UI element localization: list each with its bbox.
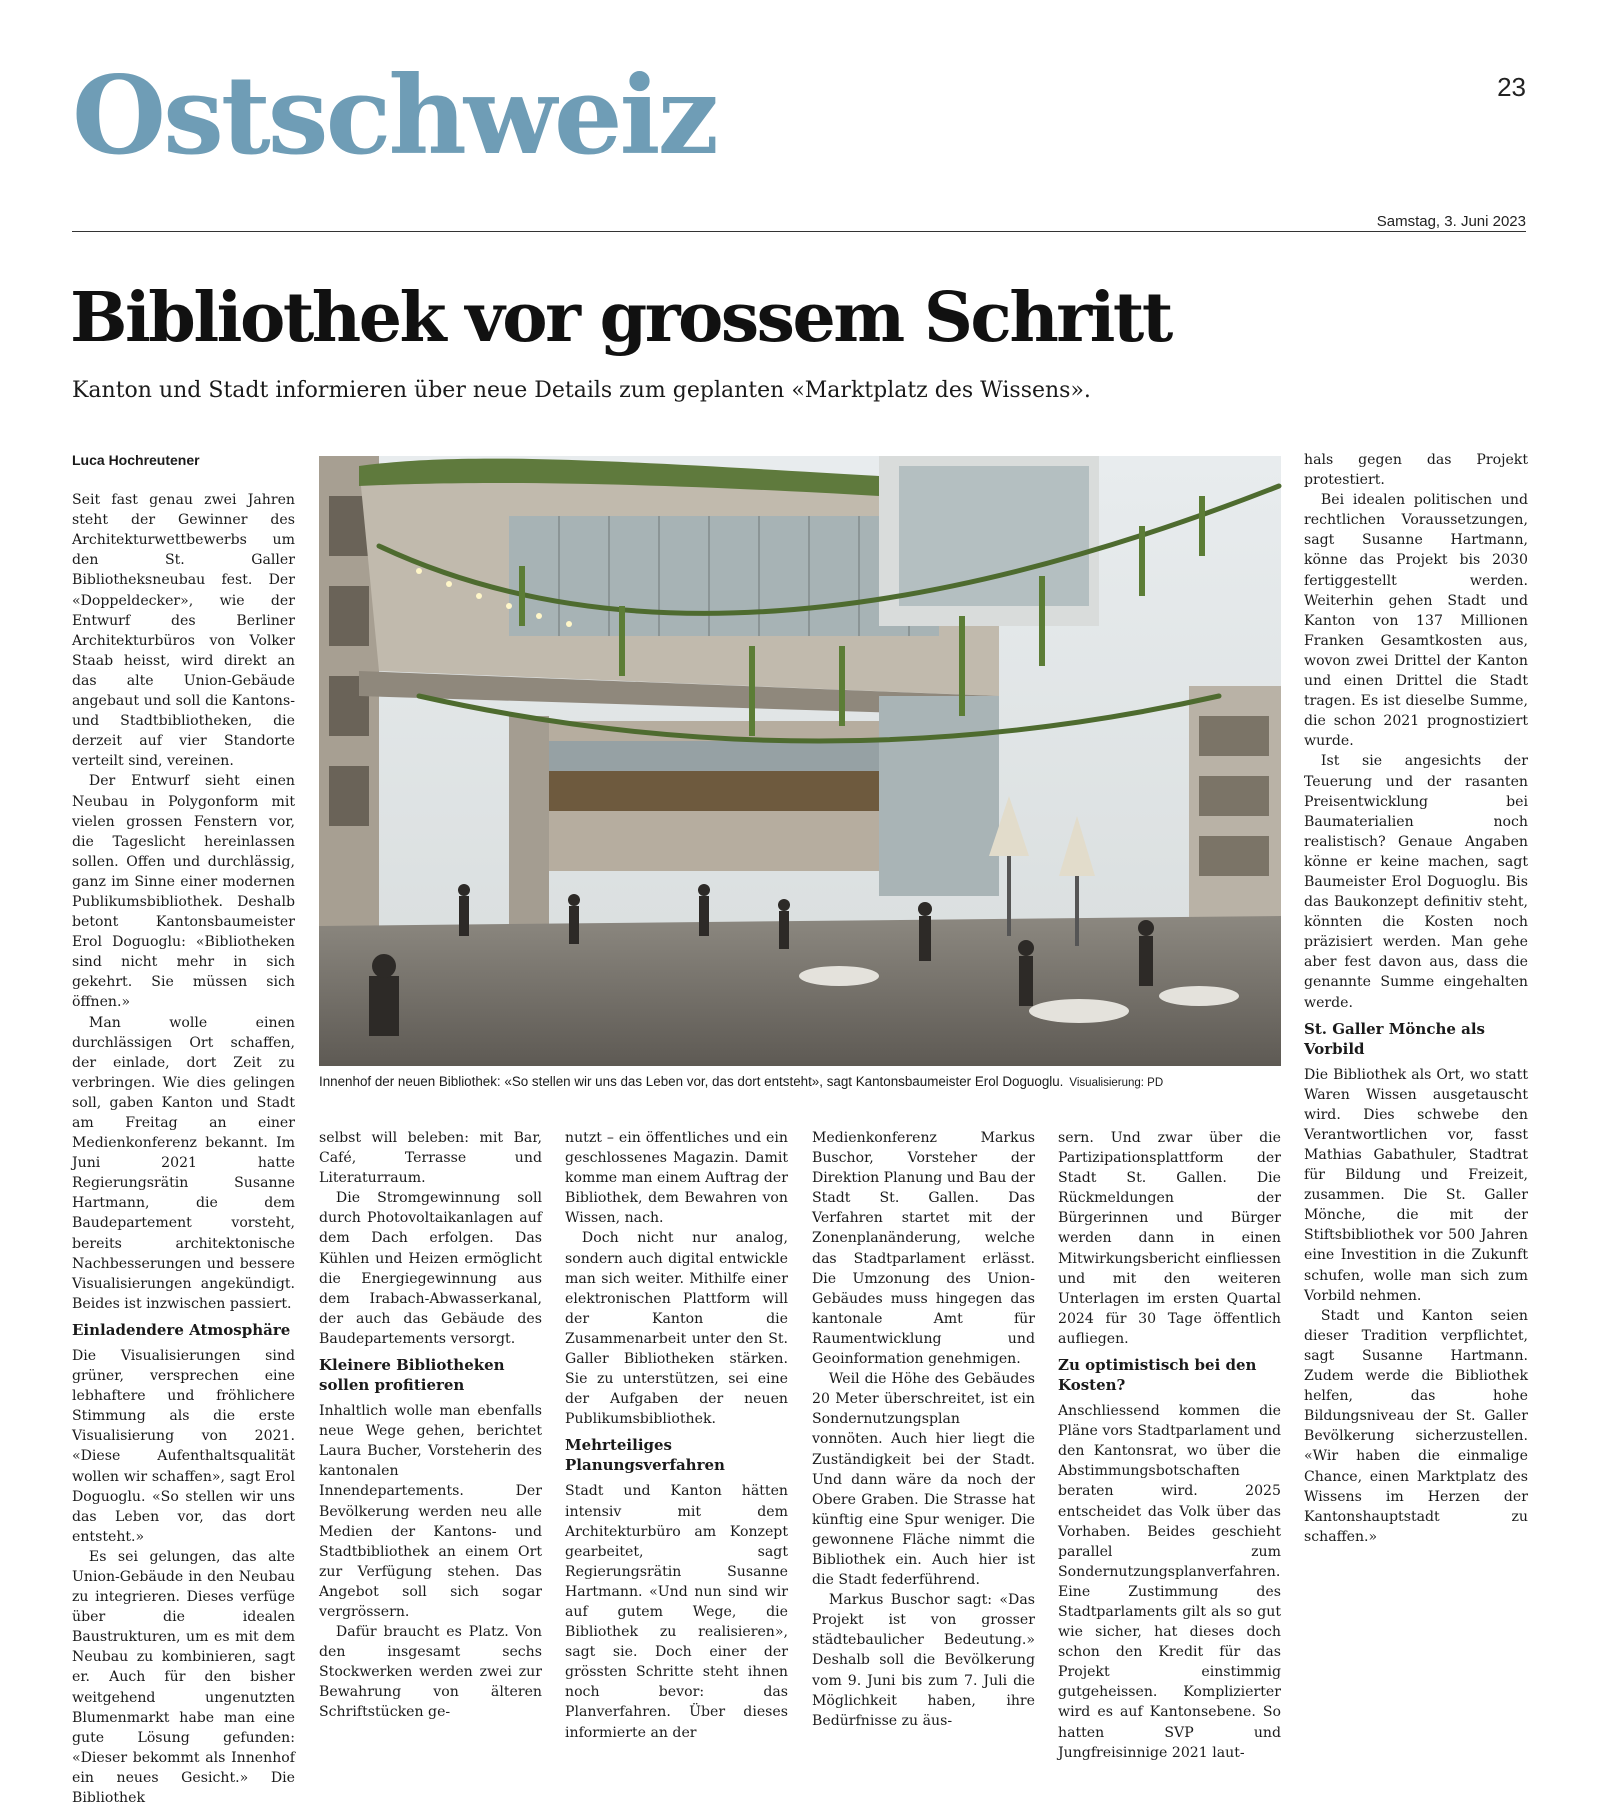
paragraph: Inhaltlich wolle man ebenfalls neue Wege gehen, berichtet Laura Bucher, Vorsteherin des kantonalen Innendepartements. Der Bevölkerung werden neu alle Medien der Kantons- und Stadtbibliothek an einem Ort zur Verfügung stehen. Das Angebot soll sich sogar vergrössern. [319,1403,542,1620]
paragraph: Medienkonferenz Markus Buschor, Vorsteher der Direktion Planung und Bau der Stadt St. Gallen. Das Verfahren startet mit der Zonenplanänderung, welche das Stadtparlament erlässt. Die Umzonung des Union-Gebäudes muss hingegen das kantonale Amt für Raumentwicklung und Geoinformation genehmigen. [812,1130,1035,1368]
subheading: Kleinere Bibliotheken sollen profitieren [319,1356,505,1395]
courtyard-visualisation [319,456,1281,1066]
text-column-6 [1304,450,1528,1680]
paragraph: Stadt und Kanton seien dieser Tradition verpflichtet, sagt Susanne Hartmann. Zudem werde die Bibliothek helfen, das hohe Bildungsniveau der St. Galler Bevölkerung sicherzustellen. «Wir haben die einmalige Chance, einen Marktplatz des Wissens im Herzen der Kantonshauptstadt zu schaffen.» [1304,1307,1528,1545]
article-headline: Bibliothek vor grossem Schritt [70,278,1171,358]
paragraph: Der Entwurf sieht einen Neubau in Polygonform mit vielen grossen Fenstern vor, die Tageslicht hereinlassen sollen. Offen und durchlässig, ganz im Sinne einer modernen Publikumsbibliothek. Deshalb betont Kantonsbaumeister Erol Doguoglu: «Bibliotheken sind nicht mehr in sich gekehrt. Sie müssen sich öffnen.» [72,773,295,1011]
page-number: 23 [1497,72,1526,102]
author-byline: Luca Hochreutener [72,452,200,468]
text-column-2 [319,1128,542,1721]
paragraph: selbst will beleben: mit Bar, Café, Terrasse und Literaturraum. [319,1130,542,1187]
paragraph: Weil die Höhe des Gebäudes 20 Meter überschreitet, ist ein Sondernutzungsplan vonnöten. Auch hier liegt die Zuständigkeit bei der Stadt. Und dann wäre da noch der Obere Graben. Die Strasse hat künftig eine Spur weniger. Die gewonnene Fläche nimmt die Bibliothek ein. Auch hier ist die Stadt federführend. [812,1371,1035,1589]
issue-date: Samstag, 3. Juni 2023 [1376,213,1526,230]
paragraph: Die Stromgewinnung soll durch Photovoltaikanlagen auf dem Dach erfolgen. Das Kühlen und Heizen ermöglicht die Energiegewinnung aus dem Irabach-Abwasserkanal, der auch das Gebäude des Baudepartements versorgt. [319,1190,542,1347]
text-column-1 [72,450,295,1806]
photo-credit: Visualisierung: PD [1069,1077,1164,1089]
masthead-divider [72,231,1526,232]
paragraph: Dafür braucht es Platz. Von den insgesamt sechs Stockwerken werden zwei zur Bewahrung von älteren Schriftstücken ge- [319,1624,542,1721]
paragraph: Man wolle einen durchlässigen Ort schaffen, der einlade, dort Zeit zu verbringen. Wie dies gelingen soll, gaben Kanton und Stadt am Freitag an einer Medienkonferenz bekannt. Im Juni 2021 hatte Regierungsrätin Susanne Hartmann, die dem Baudepartement vorsteht, bereits architektonische Nachbesserungen und bessere Visualisierungen angekündigt. Beides ist inzwischen passiert. [72,1014,295,1312]
paragraph: nutzt – ein öffentliches und ein geschlossenes Magazin. Damit komme man einem Auftrag der Bibliothek, dem Bewahren von Wissen, nach. [565,1130,788,1227]
paragraph: Doch nicht nur analog, sondern auch digital entwickle man sich weiter. Mithilfe einer elektronischen Plattform will der Kanton die Zusammenarbeit unter den St. Galler Bibliotheken stärken. Sie zu unterstützen, sei eine der Aufgaben der neuen Publikumsbibliothek. [565,1230,788,1428]
subheading: Mehrteiliges Planungsverfahren [565,1436,725,1475]
text-column-3 [565,1128,788,1741]
subheading: Zu optimistisch bei den Kosten? [1058,1356,1257,1395]
paragraph: Anschliessend kommen die Pläne vors Stadtparlament und den Kantonsrat, wo über die Abstimmungsbotschaften beraten wird. 2025 entscheidet das Volk über das Vorhaben. Beides geschieht parallel zum Sondernutzungsplanverfahren. Eine Zustimmung des Stadtparlaments gilt als so gut wie sicher, hat dieses doch schon den Kredit für das Projekt einstimmig gutgeheissen. Komplizierter wird es auf Kantonsebene. So hatten SVP und Jungfreisinnige 2021 laut- [1058,1403,1281,1761]
paragraph: Stadt und Kanton hätten intensiv mit dem Architekturbüro am Konzept gearbeitet, sagt Regierungsrätin Susanne Hartmann. «Und nun sind wir auf gutem Wege, die Bibliothek zu realisieren», sagt sie. Doch einer der grössten Schritte steht ihnen noch bevor: das Planverfahren. Über dieses informierte an der [565,1483,788,1741]
paragraph: Die Bibliothek als Ort, wo statt Waren Wissen ausgetauscht wird. Dies schwebe den Verantwortlichen vor, fasst Mathias Gabathuler, Stadtrat für Bildung und Freizeit, zusammen. Die St. Galler Mönche, die mit der Stiftsbibliothek vor 500 Jahren eine Investition in die Zukunft schufen, wolle man sich zum Vorbild nehmen. [1304,1066,1528,1304]
paragraph: Ist sie angesichts der Teuerung und der rasanten Preisentwicklung bei Baumaterialien noch realistisch? Genaue Angaben könne er keine machen, sagt Baumeister Erol Doguoglu. Bis das Baukonzept definitiv steht, könnten die Kosten noch präzisiert werden. Man gehe aber fest davon aus, dass die genannte Summe eingehalten werde. [1304,753,1528,1011]
subheading: Einladendere Atmosphäre [72,1320,291,1339]
subheading: St. Galler Mönche als Vorbild [1304,1019,1485,1058]
paragraph: Es sei gelungen, das alte Union-Gebäude in den Neubau zu integrieren. Dieses verfüge über die idealen Baustrukturen, um es mit dem Neubau zu kombinieren, sagt er. Auch für den bisher weitgehend ungenutzten Blumenmarkt habe man eine gute Lösung gefunden: «Dieser bekommt als Innenhof ein neues Gesicht.» Die Bibliothek [72,1548,295,1806]
photo-caption [319,1074,1281,1089]
paragraph: Bei idealen politischen und rechtlichen Voraussetzungen, sagt Susanne Hartmann, könne das Projekt bis 2030 fertiggestellt werden. Weiterhin gehen Stadt und Kanton von 137 Millionen Franken Gesamtkosten aus, wovon zwei Drittel der Kanton und einen Drittel die Stadt tragen. Es ist dieselbe Summe, die schon 2021 prognostiziert wurde. [1304,492,1528,750]
paragraph: hals gegen das Projekt protestiert. [1304,452,1528,489]
paragraph: Die Visualisierungen sind grüner, versprechen eine lebhaftere und fröhlichere Stimmung als die erste Visualisierung von 2021. «Diese Aufenthaltsqualität wollen wir schaffen», sagt Erol Doguoglu. «So stellen wir uns das Leben vor, das dort entsteht.» [72,1347,295,1545]
masthead-title: Ostschweiz [72,53,716,179]
text-column-4 [812,1128,1035,1729]
paragraph: Seit fast genau zwei Jahren steht der Gewinner des Architekturwettbewerbs um den St. Galler Bibliotheksneubau fest. Der «Doppeldecker», wie der Entwurf des Berliner Architekturbüros von Volker Staab heisst, wird direkt an das alte Union-Gebäude angebaut und soll die Kantons- und Stadtbibliotheken, die derzeit auf vier Standorte verteilt sind, vereinen. [72,492,295,770]
text-column-5 [1058,1128,1281,1761]
caption-text: Innenhof der neuen Bibliothek: «So stellen wir uns das Leben vor, das dort entsteht», sagt Kantonsbaumeister Erol Doguoglu. [319,1074,1064,1089]
paragraph: sern. Und zwar über die Partizipationsplattform der Stadt St. Gallen. Die Rückmeldungen der Bürgerinnen und Bürger werden dann in einen Mitwirkungsbericht einfliessen und mit den weiteren Unterlagen im ersten Quartal 2024 für 30 Tage öffentlich aufliegen. [1058,1130,1281,1347]
article-subhead: Kanton und Stadt informieren über neue Details zum geplanten «Marktplatz des Wissens». [72,378,1091,403]
paragraph: Markus Buschor sagt: «Das Projekt ist von grosser städtebaulicher Bedeutung.» Deshalb soll die Bevölkerung vom 9. Juni bis zum 7. Juli die Möglichkeit haben, ihre Bedürfnisse zu äus- [812,1592,1035,1729]
library-courtyard-photo [319,456,1281,1066]
